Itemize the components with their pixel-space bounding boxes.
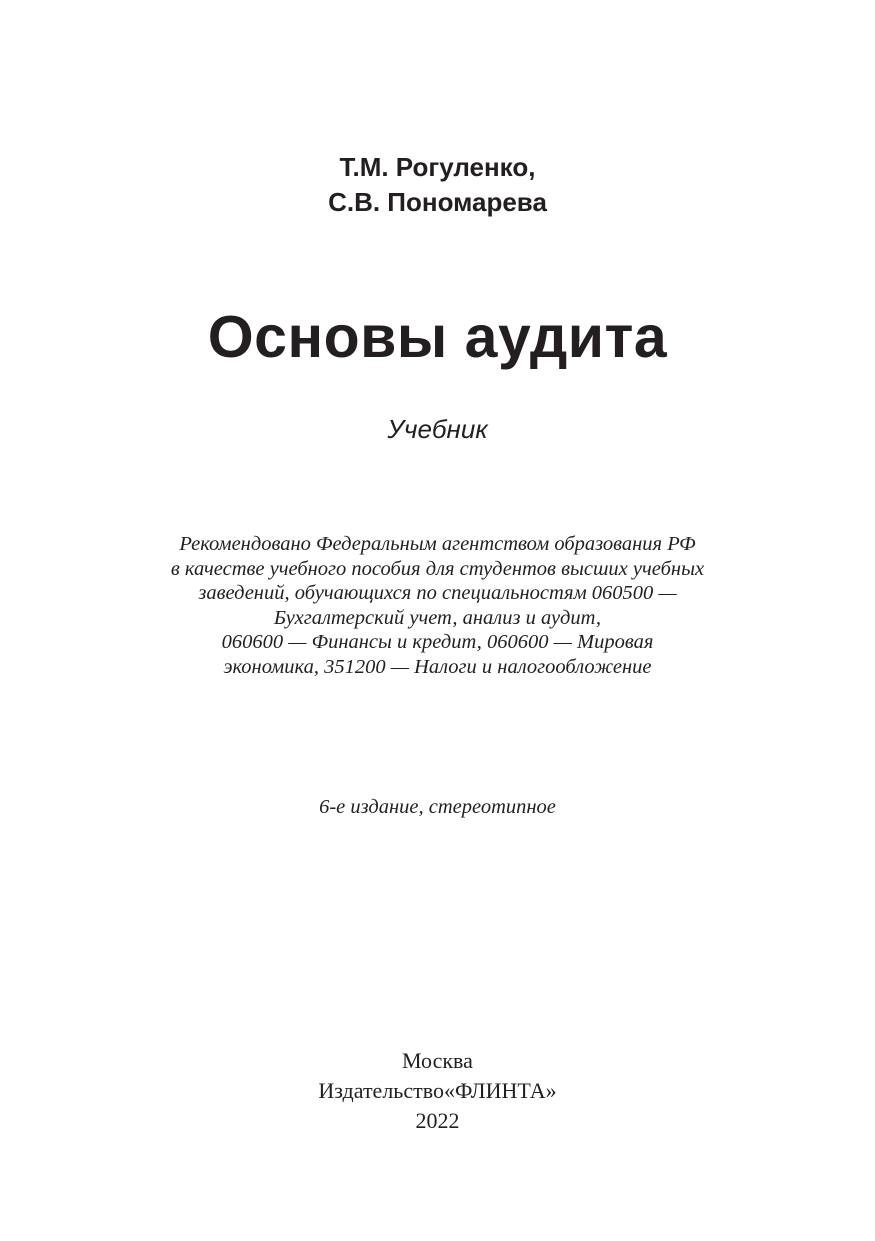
author-name: Т.М. Рогуленко, — [339, 152, 536, 182]
imprint-year: 2022 — [415, 1108, 460, 1133]
recommendation-line: заведений, обучающихся по специальностям 060500 — — [198, 582, 677, 605]
authors-block — [0, 150, 875, 220]
imprint-publisher: Издательство«ФЛИНТА» — [318, 1078, 557, 1103]
recommendation-line: Рекомендовано Федеральным агентством образования РФ — [179, 533, 696, 555]
recommendation-line: Бухгалтерский учет, анализ и аудит, — [273, 606, 602, 629]
recommendation-note — [0, 532, 875, 680]
recommendation-line: в качестве учебного пособия для студентов высших учебных — [170, 557, 705, 580]
book-type: Учебник — [387, 414, 488, 444]
book-title: Основы аудита — [207, 304, 668, 370]
edition-note: 6-е издание, стереотипное — [319, 796, 556, 818]
imprint-city: Москва — [402, 1048, 473, 1073]
imprint-block — [0, 1046, 875, 1136]
recommendation-line: 060600 — Финансы и кредит, 060600 — Мировая — [221, 631, 654, 654]
author-name: С.В. Пономарева — [328, 187, 547, 217]
recommendation-line: экономика, 351200 — Налоги и налогообложение — [223, 655, 652, 678]
